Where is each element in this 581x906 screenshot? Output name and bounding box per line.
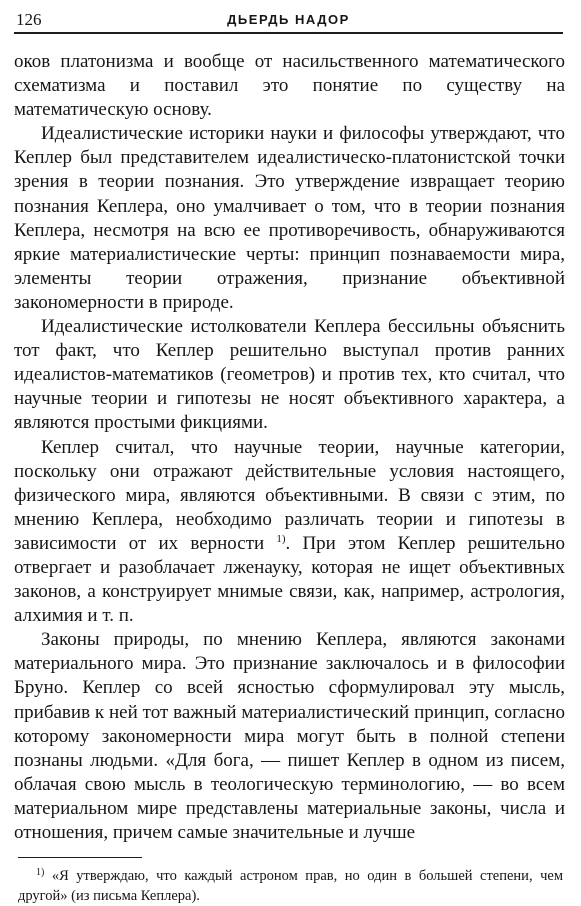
paragraph-5: [14, 628, 565, 845]
paragraph-2: [14, 122, 565, 315]
paragraph-4-text-continued: . При этом Кеплер решительно отвергает и разоблачает лженауку, которая не ищет объективных законов, а конструирует мнимые связи, как, например, астрология, алхимия и т. п.: [14, 532, 565, 627]
paragraph-2-text: Идеалистические историки науки и философы утверждают, что Кеплер был представителем идеалистическо-платонистской точки зрения в теории познания. Это утверждение извращает теорию познания Кеплера, оно умалчивает о том, что в теории познания Кеплера, несмотря на всю ее противоречивость, обнаруживаются яркие материалистические черты: принцип познаваемости мира, элементы теории отражения, признание объективной закономерности в природе.: [14, 123, 565, 313]
paragraph-4: [14, 436, 565, 629]
running-head: ДЬЕРДЬ НАДОР: [227, 12, 350, 27]
footnote: [18, 866, 563, 906]
paragraph-3: [14, 315, 565, 435]
paragraph-5-text: Законы природы, по мнению Кеплера, являются законами материального мира. Это признание заключалось и в философии Бруно. Кеплер со всей ясностью сформулировал эту мысль, прибавив к ней тот важный материалистический принцип, согласно которому закономерности мира могут быть в полной степени познаны людьми. «Для бога, — пишет Кеплер в одном из писем, облачая свою мысль в теологическую терминологию, — во всем материальном мире представлены материальные законы, числа и отношения, причем самые значительные и лучше: [14, 629, 565, 843]
footnote-marker: 1): [36, 867, 45, 879]
footnote-divider: [18, 857, 142, 858]
footnote-reference[interactable]: 1): [276, 532, 286, 545]
paragraph-3-text: Идеалистические истолкователи Кеплера бессильны объяснить тот факт, что Кеплер решительно выступал против ранних идеалистов-математиков (геометров) и против тех, кто считал, что научные теории и гипотезы не носят объективного характера, а являются простыми фикциями.: [14, 316, 565, 434]
paragraph-4-text: Кеплер считал, что научные теории, научные категории, поскольку они отражают действительные условия настоящего, физического мира, являются объективными. В связи с этим, по мнению Кеплера, необходимо различать теории и гипотезы в зависимости от их верности: [14, 436, 565, 554]
page-header: [14, 8, 563, 34]
paragraph-1-text: оков платонизма и вообще от насильственного математического схематизма и поставил это понятие по существу на математическую основу.: [14, 51, 565, 121]
body-text: [14, 50, 565, 845]
page-number: 126: [16, 10, 42, 29]
footnote-text: «Я утверждаю, что каждый астроном прав, но один в большей степени, чем другой» (из письма Кеплера).: [18, 868, 563, 905]
paragraph-1: [14, 50, 565, 122]
